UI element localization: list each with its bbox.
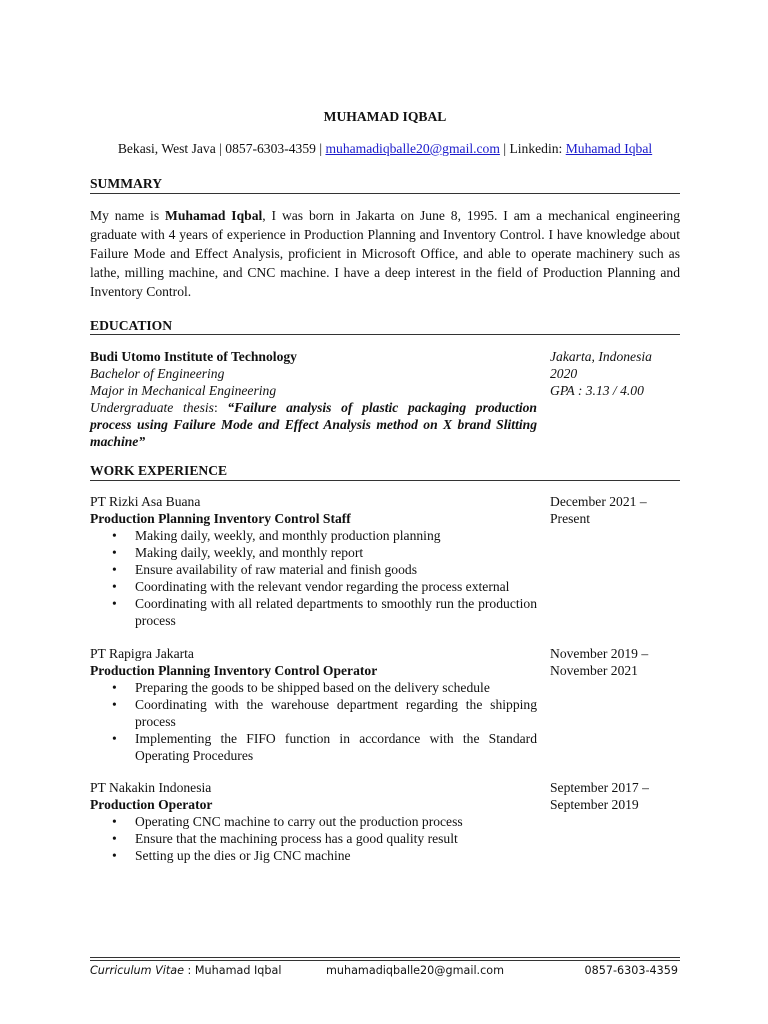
education-location: Jakarta, Indonesia [550, 349, 652, 364]
job-role: Production Planning Inventory Control Operator [90, 663, 378, 678]
footer-divider [90, 957, 680, 958]
job-date-start: November 2019 – [550, 646, 649, 661]
job-duty: • Making daily, weekly, and monthly production planning [90, 527, 537, 544]
job-duties [90, 679, 537, 764]
thesis-label: Undergraduate thesis [90, 400, 214, 415]
job-duty: • Ensure that the machining process has a good quality result [90, 830, 537, 847]
education-thesis [90, 399, 537, 450]
education-year: 2020 [550, 366, 578, 381]
summary-intro: My name is [90, 208, 165, 223]
summary-divider [90, 193, 680, 194]
job-entry [90, 493, 537, 629]
job-date-start: September 2017 – [550, 780, 649, 795]
job-company: PT Rapigra Jakarta [90, 646, 194, 661]
thesis-title: “Failure analysis of plastic packaging production process using Failure Mode and Effect Analysis method on X brand Slitting machine” [90, 400, 537, 449]
footer-phone: 0857-6303-4359 [584, 964, 678, 977]
linkedin-label: Linkedin: [509, 141, 563, 156]
summary-body: , I was born in Jakarta on June 8, 1995. I am a mechanical engineering graduate with 4 years of experience in Production Planning and Inventory Control. I have knowledge about Failure Mode and Effect Analysis, proficient in Microsoft Office, and able to operate machinery such as lathe, milling machine, and CNC machine. I have a deep interest in the field of Production Planning and Inventory Control. [90, 208, 680, 299]
resume-name: MUHAMAD IQBAL [323, 109, 447, 124]
job-entry [90, 645, 537, 764]
education-gpa: GPA : 3.13 / 4.00 [550, 383, 644, 398]
education-institution: Budi Utomo Institute of Technology [90, 349, 297, 364]
contact-line [90, 140, 680, 157]
job-company: PT Rizki Asa Buana [90, 494, 201, 509]
summary-text [90, 206, 680, 301]
job-duty: • Ensure availability of raw material and finish goods [90, 561, 537, 578]
job-dates [550, 493, 680, 527]
footer-cv-label: Curriculum Vitae [90, 964, 184, 977]
job-duty: • Operating CNC machine to carry out the production process [90, 813, 537, 830]
contact-separator: | [315, 141, 326, 156]
footer-cv [90, 962, 281, 979]
job-duties [90, 813, 537, 864]
education-details [90, 348, 537, 450]
job-dates [550, 779, 680, 813]
education-degree: Bachelor of Engineering [90, 366, 225, 381]
footer-cv-name: : Muhamad Iqbal [184, 964, 282, 977]
education-divider [90, 334, 680, 335]
job-date-end: November 2021 [550, 663, 638, 678]
job-role: Production Planning Inventory Control Staff [90, 511, 351, 526]
job-duty: • Implementing the FIFO function in accordance with the Standard Operating Procedures [90, 730, 537, 764]
contact-phone: 0857-6303-4359 [225, 141, 316, 156]
footer-email: muhamadiqballe20@gmail.com [326, 964, 505, 977]
education-meta [550, 348, 680, 399]
job-date-start: December 2021 – [550, 494, 647, 509]
footer-divider [90, 960, 680, 961]
job-date-end: Present [550, 511, 591, 526]
job-duty: • Coordinating with all related departments to smoothly run the production process [90, 595, 537, 629]
job-date-end: September 2019 [550, 797, 639, 812]
job-role: Production Operator [90, 797, 213, 812]
job-dates [550, 645, 680, 679]
contact-separator: | [215, 141, 226, 156]
summary-heading: SUMMARY [90, 176, 163, 191]
job-duty: • Preparing the goods to be shipped based on the delivery schedule [90, 679, 537, 696]
job-duty: • Coordinating with the warehouse department regarding the shipping process [90, 696, 537, 730]
education-heading: EDUCATION [90, 318, 173, 333]
job-company: PT Nakakin Indonesia [90, 780, 212, 795]
contact-email-link[interactable]: muhamadiqballe20@gmail.com [325, 141, 500, 156]
contact-location: Bekasi, West Java [117, 141, 216, 156]
summary-name: Muhamad Iqbal [165, 208, 263, 223]
job-duty: • Setting up the dies or Jig CNC machine [90, 847, 537, 864]
education-major: Major in Mechanical Engineering [90, 383, 277, 398]
job-duties [90, 527, 537, 629]
work-divider [90, 480, 680, 481]
linkedin-link[interactable]: Muhamad Iqbal [565, 141, 653, 156]
work-heading: WORK EXPERIENCE [90, 463, 228, 478]
job-duty: • Making daily, weekly, and monthly report [90, 544, 537, 561]
thesis-colon: : [213, 400, 228, 415]
contact-separator: | [499, 141, 510, 156]
job-entry [90, 779, 537, 864]
job-duty: • Coordinating with the relevant vendor regarding the process external [90, 578, 537, 595]
